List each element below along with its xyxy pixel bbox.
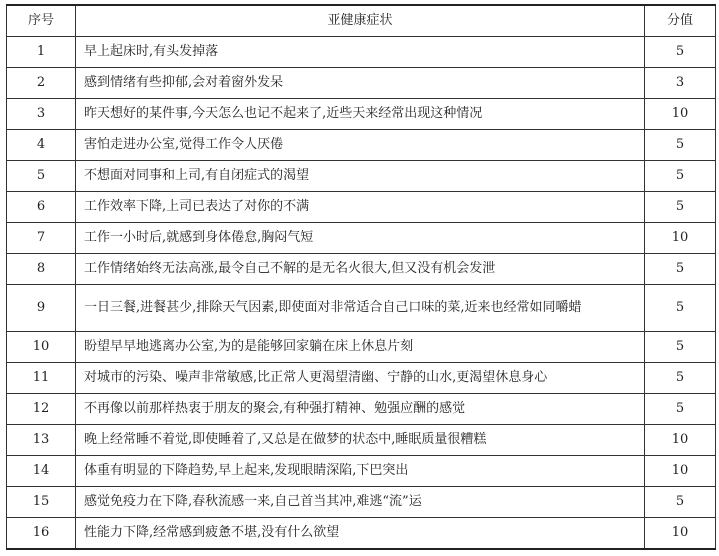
table-row xyxy=(7,37,716,68)
symptom-table-container xyxy=(6,4,716,550)
header-score: 分值 xyxy=(645,5,716,37)
table-row xyxy=(7,192,716,223)
row-symptom: 昨天想好的某件事,今天怎么也记不起来了,近些天来经常出现这种情况 xyxy=(76,99,645,130)
table-row xyxy=(7,68,716,99)
table-row xyxy=(7,161,716,192)
row-score: 5 xyxy=(645,487,716,518)
table-row xyxy=(7,487,716,518)
row-score: 5 xyxy=(645,363,716,394)
row-index: 6 xyxy=(7,192,76,223)
row-symptom: 一日三餐,进餐甚少,排除天气因素,即使面对非常适合自己口味的菜,近来也经常如同嚼蜡 xyxy=(76,285,645,332)
row-score: 10 xyxy=(645,99,716,130)
row-symptom: 感到情绪有些抑郁,会对着窗外发呆 xyxy=(76,68,645,99)
row-symptom: 对城市的污染、噪声非常敏感,比正常人更渴望清幽、宁静的山水,更渴望休息身心 xyxy=(76,363,645,394)
table-row xyxy=(7,363,716,394)
row-index: 7 xyxy=(7,223,76,254)
row-index: 9 xyxy=(7,285,76,332)
row-index: 2 xyxy=(7,68,76,99)
row-symptom: 工作一小时后,就感到身体倦怠,胸闷气短 xyxy=(76,223,645,254)
row-score: 10 xyxy=(645,456,716,487)
row-index: 4 xyxy=(7,130,76,161)
row-symptom: 早上起床时,有头发掉落 xyxy=(76,37,645,68)
row-symptom: 晚上经常睡不着觉,即使睡着了,又总是在做梦的状态中,睡眠质量很糟糕 xyxy=(76,425,645,456)
table-row xyxy=(7,130,716,161)
table-header-row xyxy=(7,5,716,37)
row-score: 5 xyxy=(645,161,716,192)
row-score: 5 xyxy=(645,37,716,68)
row-score: 10 xyxy=(645,223,716,254)
table-row xyxy=(7,456,716,487)
row-symptom: 工作效率下降,上司已表达了对你的不满 xyxy=(76,192,645,223)
row-score: 3 xyxy=(645,68,716,99)
row-score: 10 xyxy=(645,518,716,550)
row-index: 3 xyxy=(7,99,76,130)
row-symptom: 不再像以前那样热衷于朋友的聚会,有种强打精神、勉强应酬的感觉 xyxy=(76,394,645,425)
row-score: 5 xyxy=(645,192,716,223)
row-score: 5 xyxy=(645,285,716,332)
row-symptom: 害怕走进办公室,觉得工作令人厌倦 xyxy=(76,130,645,161)
row-index: 5 xyxy=(7,161,76,192)
table-row xyxy=(7,285,716,332)
row-score: 5 xyxy=(645,394,716,425)
row-index: 14 xyxy=(7,456,76,487)
row-score: 5 xyxy=(645,332,716,363)
header-index: 序号 xyxy=(7,5,76,37)
row-symptom: 工作情绪始终无法高涨,最令自己不解的是无名火很大,但又没有机会发泄 xyxy=(76,254,645,285)
row-symptom: 不想面对同事和上司,有自闭症式的渴望 xyxy=(76,161,645,192)
table-row xyxy=(7,518,716,550)
table-row xyxy=(7,394,716,425)
table-row xyxy=(7,254,716,285)
table-row xyxy=(7,332,716,363)
row-index: 8 xyxy=(7,254,76,285)
table-row xyxy=(7,99,716,130)
row-symptom: 体重有明显的下降趋势,早上起来,发现眼睛深陷,下巴突出 xyxy=(76,456,645,487)
header-symptom: 亚健康症状 xyxy=(76,5,645,37)
row-index: 1 xyxy=(7,37,76,68)
table-row xyxy=(7,223,716,254)
row-symptom: 盼望早早地逃离办公室,为的是能够回家躺在床上休息片刻 xyxy=(76,332,645,363)
row-index: 16 xyxy=(7,518,76,550)
row-index: 10 xyxy=(7,332,76,363)
row-score: 5 xyxy=(645,254,716,285)
row-symptom: 感觉免疫力在下降,春秋流感一来,自己首当其冲,难逃“流”运 xyxy=(76,487,645,518)
row-index: 11 xyxy=(7,363,76,394)
table-row xyxy=(7,425,716,456)
row-score: 5 xyxy=(645,130,716,161)
symptom-score-table xyxy=(6,4,716,550)
row-score: 10 xyxy=(645,425,716,456)
row-index: 12 xyxy=(7,394,76,425)
row-index: 15 xyxy=(7,487,76,518)
row-symptom: 性能力下降,经常感到疲惫不堪,没有什么欲望 xyxy=(76,518,645,550)
row-index: 13 xyxy=(7,425,76,456)
